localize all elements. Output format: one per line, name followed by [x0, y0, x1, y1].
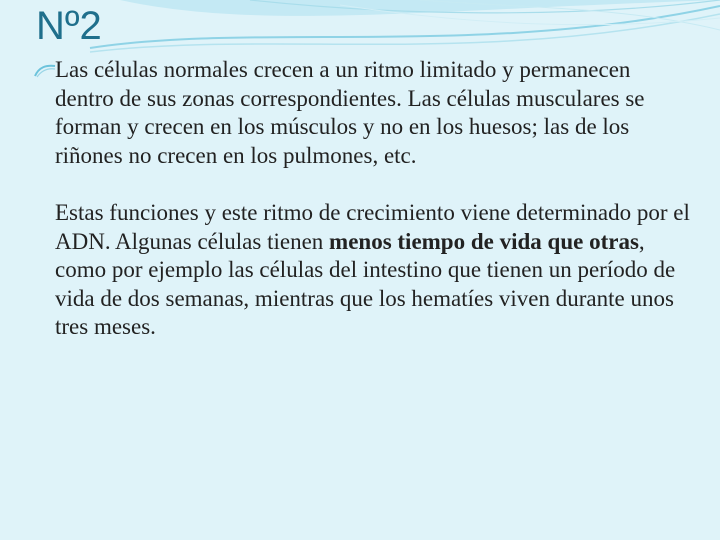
slide-title: Nº2 [36, 4, 102, 48]
paragraph-2-text-after: , como por ejemplo las células del intestino que tienen un período de vida de dos semanas, mientras que los hematíes viven durante unos tres meses. [55, 228, 676, 339]
bullet-item [34, 56, 694, 170]
paragraph-2-emphasis: menos tiempo de vida que otras [329, 228, 639, 254]
swoosh-bullet-icon [34, 64, 56, 78]
paragraph-1: Las células normales crecen a un ritmo limitado y permanecen dentro de sus zonas correspondientes. Las células musculares se forman y crecen en los músculos y no en los huesos; las de los riñones no crecen en los pulmones, etc. [55, 57, 645, 168]
paragraph-2 [34, 199, 694, 342]
paragraph-2-text-before: Estas funciones y este ritmo de crecimiento viene determinado por el ADN. Algunas células tienen [55, 200, 690, 254]
slide-body [34, 56, 694, 342]
